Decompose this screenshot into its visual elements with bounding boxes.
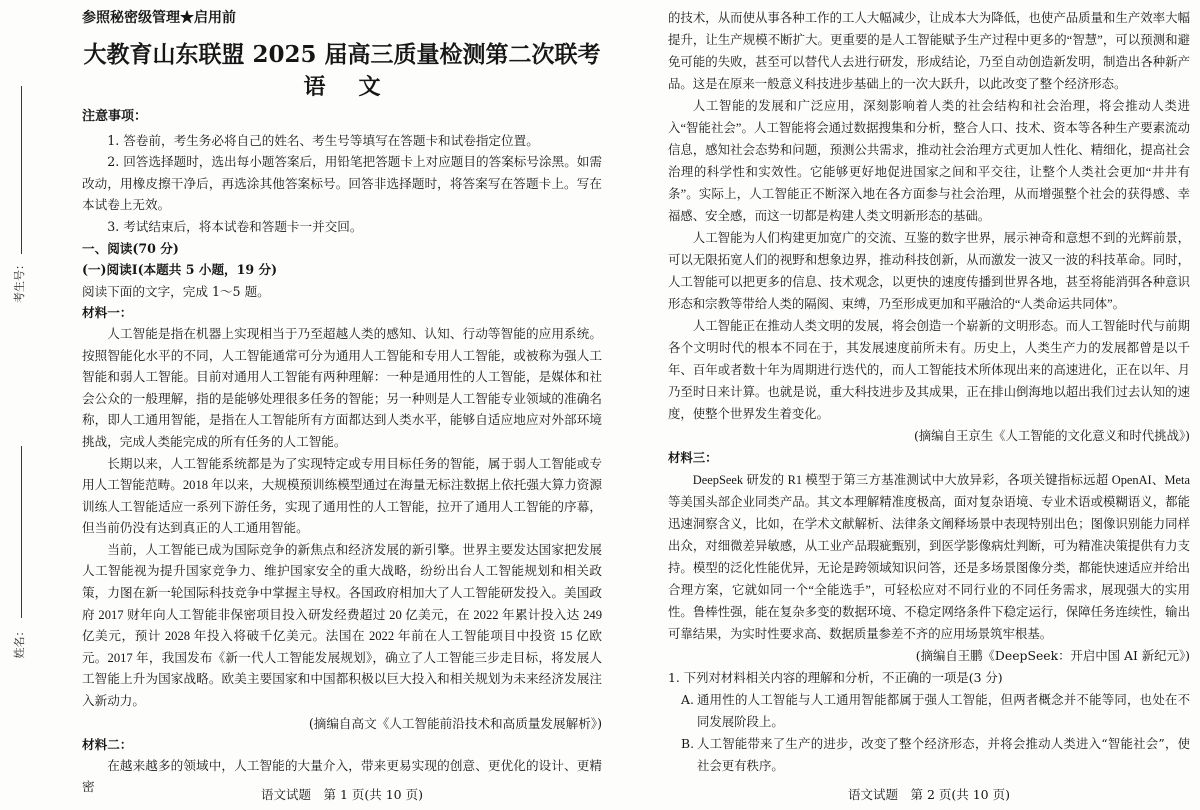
material-1-paragraph: 长期以来，人工智能系统都是为了实现特定或专用目标任务的智能，属于弱人工智能或专用人工智能范畴。2018 年以来，大规模预训练模型通过在海量无标注数据上依托强大算力资源训练人工智能适应一系列下游任务，实现了通用性的人工智能，拉开了通用人工智能的序幕，但当前仍没有达到真正的人工通用智能。 (82, 456, 602, 536)
confidentiality-notice: 参照秘密级管理★启用前 (82, 10, 236, 26)
exam-title: 大教育山东联盟 2025 届高三质量检测第二次联考 (83, 41, 601, 68)
page-1 (82, 0, 602, 810)
option-letter: B. (681, 736, 695, 751)
page-2 (668, 0, 1190, 810)
note-item: 1. 答卷前，考生务必将自己的姓名、考生号等填写在答题卡和试卷指定位置。 (107, 132, 539, 148)
note-item: 2. 回答选择题时，选出每小题答案后，用铅笔把答题卡上对应题目的答案标号涂黑。如需改动，用橡皮擦干净后，再选涂其他答案标号。回答非选择题时，将答案写在答题卡上。写在本试卷上无效。 (82, 154, 602, 213)
material-2-paragraph: 人工智能的发展和广泛应用，深刻影响着人类的社会结构和社会治理，将会推动人类进入“智能社会”。人工智能将会通过数据搜集和分析，整合人口、技术、资本等各种生产要素流动信息，感知社会态势和问题，预测公共需求，推动社会治理方式更加人性化、精细化，提高社会治理的科学性和实效性。它能够更好地促进国家之间和平交往，让整个人类社会更加“井井有条”。实际上，人工智能正不断深入地在各方面参与社会治理，从而增强整个社会的获得感、幸福感、安全感，而这一切都是构建人类文明新形态的基础。 (668, 99, 1190, 223)
material-1-source: (摘编自高文《人工智能前沿技术和高质量发展解析》) (308, 715, 602, 731)
reading-instruction: 阅读下面的文字，完成 1～5 题。 (82, 283, 270, 299)
question-1-option-b (681, 733, 1190, 777)
material-2-source: (摘编自王京生《人工智能的文化意义和时代挑战》) (913, 428, 1190, 443)
section-heading: 一、阅读(70 分) (82, 240, 179, 256)
material-2-paragraph: 人工智能为人们构建更加宽广的交流、互鉴的数字世界，展示神奇和意想不到的光辉前景，可以无限拓宽人们的视野和想象边界，推动科技创新，从而激发一波又一波的科技革命。同时，人工智能可以把更多的信息、技术观念，以更快的速度传播到世界各地，甚至将能消弭各种意识形态和宗教等带给人类的隔阂、束缚，乃至形成更加和平融洽的“人类命运共同体”。 (668, 231, 1190, 311)
material-3-source: (摘编自王鹏《DeepSeek：开启中国 AI 新纪元》) (915, 648, 1190, 663)
subject-title: 语文 (303, 74, 414, 100)
material-2-paragraph: 人工智能正在推动人类文明的发展，将会创造一个崭新的文明形态。而人工智能时代与前期各个文明时代的根本不同在于，其发展速度前所未有。历史上，人类生产力的发展都曾是以千年、百年或者数十年为周期进行迭代的，而人工智能技术所体现出来的高速进化，正在以年、月乃至时日来计算。也就是说，重大科技进步及其成果，正在排山倒海地以超出我们过去认知的速度，使整个世界发生着变化。 (668, 319, 1190, 421)
material-1-label: 材料一： (82, 305, 133, 321)
subsection-heading: (一)阅读Ⅰ(本题共 5 小题，19 分) (82, 262, 278, 278)
examinee-number-blank-line (21, 86, 22, 254)
material-2-paragraph: 的技术，从而使从事各种工作的工人大幅减少，让成本大为降低，也使产品质量和生产效率大幅提升，让生产规模不断扩大。更重要的是人工智能赋予生产过程中更多的“智慧”，可以预测和避免可能的失败，甚至可以替代人去进行研发，形成结论，乃至自动创造新发明，制造出各种新产品。这是在原来一般意义科技进步基础上的一次大跃升，以此改变了整个经济形态。 (668, 11, 1190, 91)
material-2-paragraph-start: 在越来越多的领域中，人工智能的大量介入，带来更易实现的创意、更优化的设计、更精密 (82, 758, 602, 795)
material-3-label: 材料三： (668, 450, 718, 465)
name-label: 姓名： (13, 625, 26, 659)
material-2-label: 材料二： (82, 737, 133, 753)
option-text: 人工智能带来了生产的进步，改变了整个经济形态，并将会推动人类进入“智能社会”，使社会更有秩序。 (697, 736, 1190, 773)
option-letter: A. (681, 692, 694, 707)
examinee-number-label: 考生号： (13, 259, 26, 303)
page-1-footer: 语文试题 第 1 页(共 10 页) (260, 787, 423, 802)
question-1-option-a (681, 689, 1190, 733)
material-3-paragraph: DeepSeek 研发的 R1 模型于第三方基准测试中大放异彩，各项关键指标远超 OpenAI、Meta 等美国头部企业同类产品。其文本理解精准度极高，面对复杂语境、专业术语或模糊语义，都能迅速洞察含义，比如，在学术文献解析、法律条文阐释场景中表现特别出色；图像识别能力同样出众，对细微差异敏感，从工业产品瑕疵甄别，到医学影像病灶判断，可为精准决策提供有力支持。模型的泛化性能优异，无论是跨领域知识问答，还是多场景图像分类，都能快速适应并给出合理方案，它就如同一个“全能选手”，可轻松应对不同行业的不同任务需求，展现强大的实用性。鲁棒性强，能在复杂多变的数据环境、不稳定网络条件下稳定运行，保障任务连续性，输出可靠结果，为实时性要求高、数据质量参差不齐的应用场景筑牢根基。 (668, 473, 1190, 641)
material-1-paragraph: 当前，人工智能已成为国际竞争的新焦点和经济发展的新引擎。世界主要发达国家把发展人工智能视为提升国家竞争力、维护国家安全的重大战略，纷纷出台人工智能规划和相关政策，力图在新一轮国际科技竞争中掌握主导权。各国政府相加大了人工智能研发投入。美国政府 2017 财年向人工智能非保密项目投入研发经费超过 20 亿美元，在 2022 年累计投入达 249 亿美元，预计 2028 年投入将破千亿美元。法国在 2022 年前在人工智能项目中投资 15 亿欧元。2017 年，我国发布《新一代人工智能发展规划》，确立了人工智能三步走目标，将发展人工智能上升为国家战略。欧美主要国家和中国都积极以巨大投入和相关规划为未来经济发展注入新动力。 (82, 542, 602, 709)
question-1-stem: 1. 下列对材料相关内容的理解和分析，不正确的一项是(3 分) (668, 670, 1003, 685)
name-blank-line (21, 446, 22, 618)
notes-heading: 注意事项： (82, 109, 148, 124)
note-item: 3. 考试结束后，将本试卷和答题卡一并交回。 (107, 218, 363, 234)
option-text: 通用性的人工智能与人工通用智能都属于强人工智能，但两者概念并不能等同，也处在不同发展阶段上。 (697, 692, 1190, 729)
page-2-footer: 语文试题 第 2 页(共 10 页) (847, 787, 1010, 802)
material-1-paragraph: 人工智能是指在机器上实现相当于乃至超越人类的感知、认知、行动等智能的应用系统。按照智能化水平的不同，人工智能通常可分为通用人工智能和专用人工智能，或被称为强人工智能和弱人工智能。目前对通用人工智能有两种理解：一种是通用性的人工智能，是媒体和社会公众的一般理解，指的是能够处理很多任务的智能；另一种则是人工智能专业领域的准确名称，即人工通用智能，是指在人工智能所有方面都达到人类水平，能够自适应地应对外部环境挑战，完成人类能完成的所有任务的人工智能。 (82, 326, 602, 449)
